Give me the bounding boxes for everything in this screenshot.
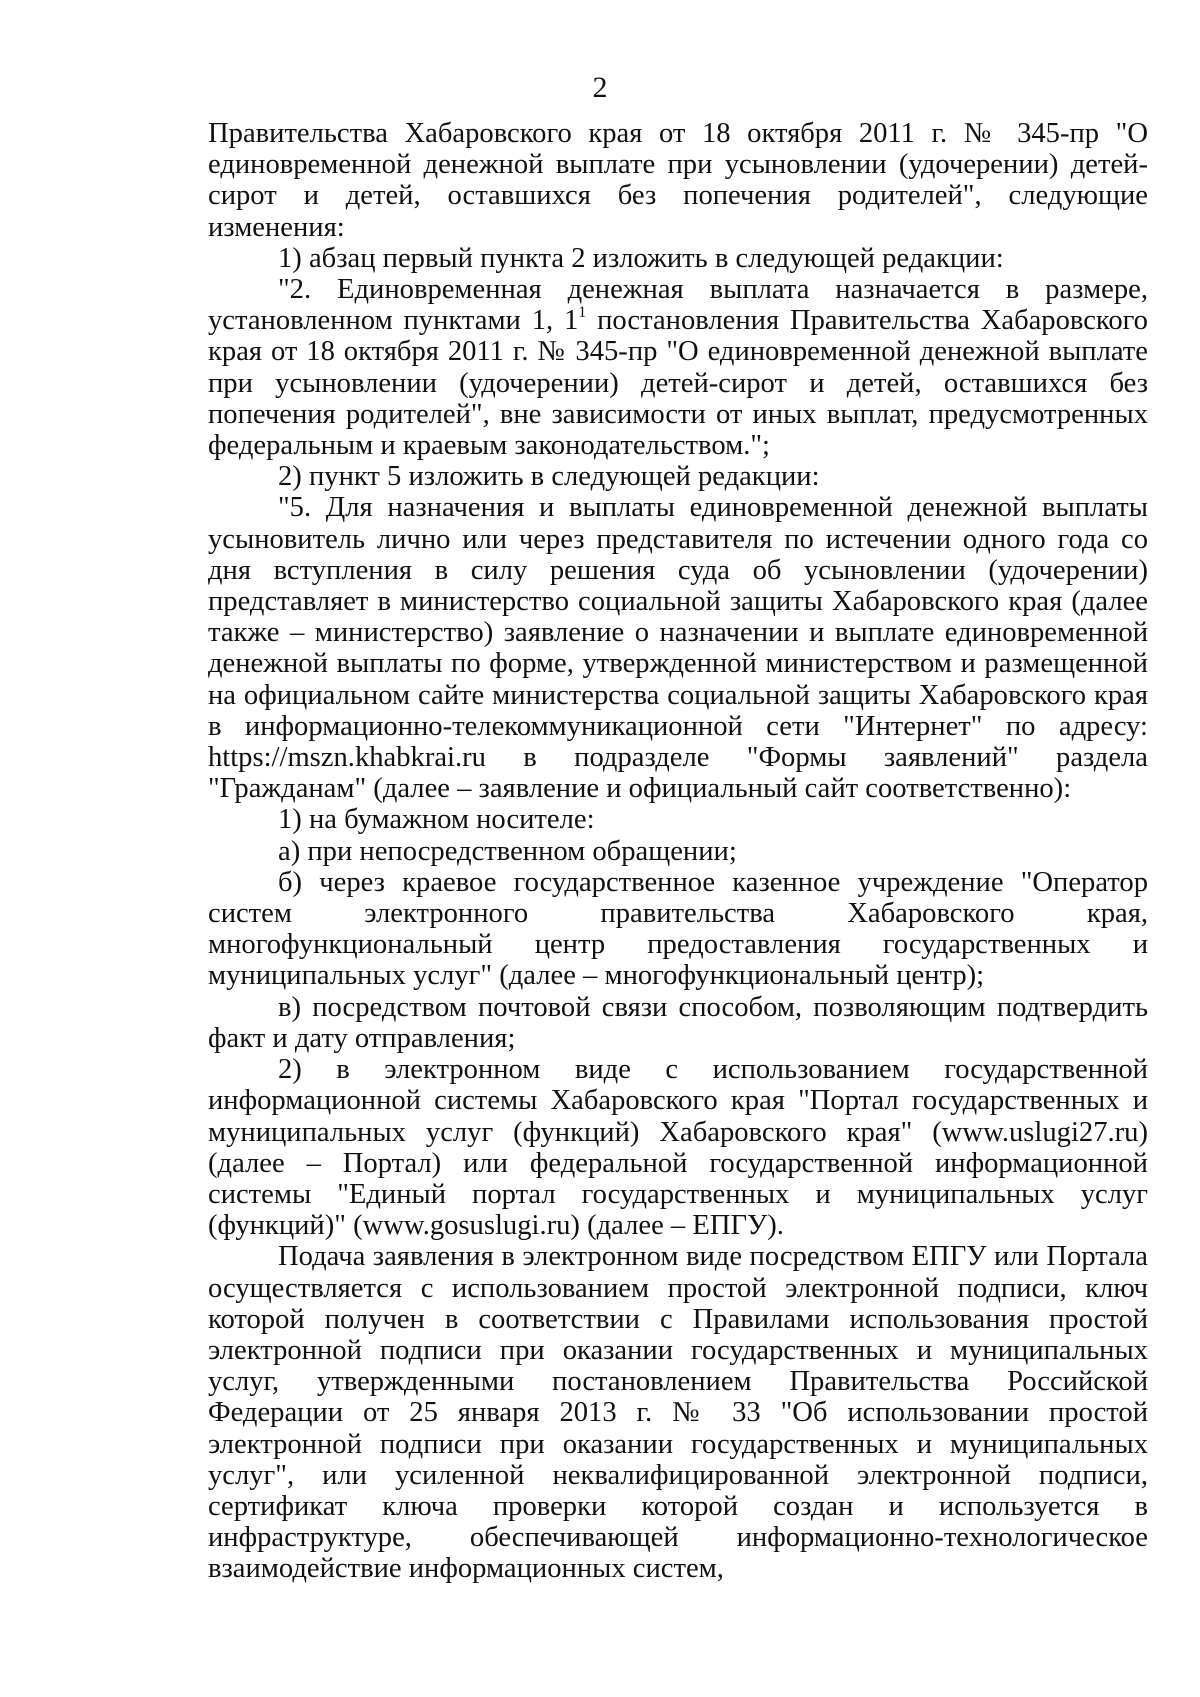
paragraph: "5. Для назначения и выплаты единовременной денежной выплаты усыновитель лично или через представителя по истечении одного года со дня вступления в силу решения суда об усыновлении (удочерении) представляет в министерство социальной защиты Хабаровского края (далее также – министерство) заявление о назначении и выплате единовременной денежной выплаты по форме, утвержденной министерством и размещенной на официальном сайте министерства социальной защиты Хабаровского края в информационно-телекоммуникационной сети "Интернет" по адресу: https://mszn.khabkrai.ru в подразделе "Формы заявлений" раздела "Гражданам" (далее – заявление и официальный сайт соответственно): xyxy=(208,492,1148,805)
paragraph-text-part: постановления Правительства Хабаровского края от 18 октября 2011 г. № 345-пр "О единовременной денежной выплате при усыновлении (удочерении) детей-сирот и детей, оставшихся без попечения родителей", вне зависимости от иных выплат, предусмотренных федеральным и краевым законодательством."; xyxy=(208,305,1148,462)
paragraph: в) посредством почтовой связи способом, позволяющим подтвердить факт и дату отправления; xyxy=(208,991,1148,1054)
paragraph: 2) в электронном виде с использованием государственной информационной системы Хабаровского края "Портал государственных и муниципальных услуг (функций) Хабаровского края" (www.uslugi27.ru) (далее – Портал) или федеральной государственной информационной системы "Единый портал государственных и муниципальных услуг (функций)" (www.gosuslugi.ru) (далее – ЕПГУ). xyxy=(208,1054,1148,1242)
paragraph: 1) на бумажном носителе: xyxy=(278,804,595,836)
paragraph: 1) абзац первый пункта 2 изложить в следующей редакции: xyxy=(278,242,1004,274)
paragraph: Правительства Хабаровского края от 18 октября 2011 г. № 345-пр "О единовременной денежной выплате при усыновлении (удочерении) детей-сирот и детей, оставшихся без попечения родителей", следующие изменения: xyxy=(208,118,1148,243)
paragraph: Подача заявления в электронном виде посредством ЕПГУ или Портала осуществляется с использованием простой электронной подписи, ключ которой получен в соответствии с Правилами использования простой электронной подписи при оказании государственных и муниципальных услуг, утвержденными постановлением Правительства Российской Федерации от 25 января 2013 г. № 33 "Об использовании простой электронной подписи при оказании государственных и муниципальных услуг", или усиленной неквалифицированной электронной подписи, сертификат ключа проверки которой создан и используется в инфраструктуре, обеспечивающей информационно-технологическое взаимодействие информационных систем, xyxy=(208,1241,1148,1585)
document-body xyxy=(208,118,1148,1585)
paragraph: б) через краевое государственное казенное учреждение "Оператор систем электронного правительства Хабаровского края, многофункциональный центр предоставления государственных и муниципальных услуг" (далее – многофункциональный центр); xyxy=(208,866,1148,992)
paragraph-with-superscript xyxy=(208,274,1148,461)
paragraph: а) при непосредственном обращении; xyxy=(278,835,737,867)
paragraph-text-part: "2. Единовременная денежная выплата назначается в размере, установленном пунктами 1, 1 xyxy=(208,274,1148,337)
paragraph: 2) пункт 5 изложить в следующей редакции: xyxy=(278,461,820,493)
page-number-text: 2 xyxy=(592,71,608,104)
page-number xyxy=(80,70,1200,106)
superscript: 1 xyxy=(578,304,587,322)
